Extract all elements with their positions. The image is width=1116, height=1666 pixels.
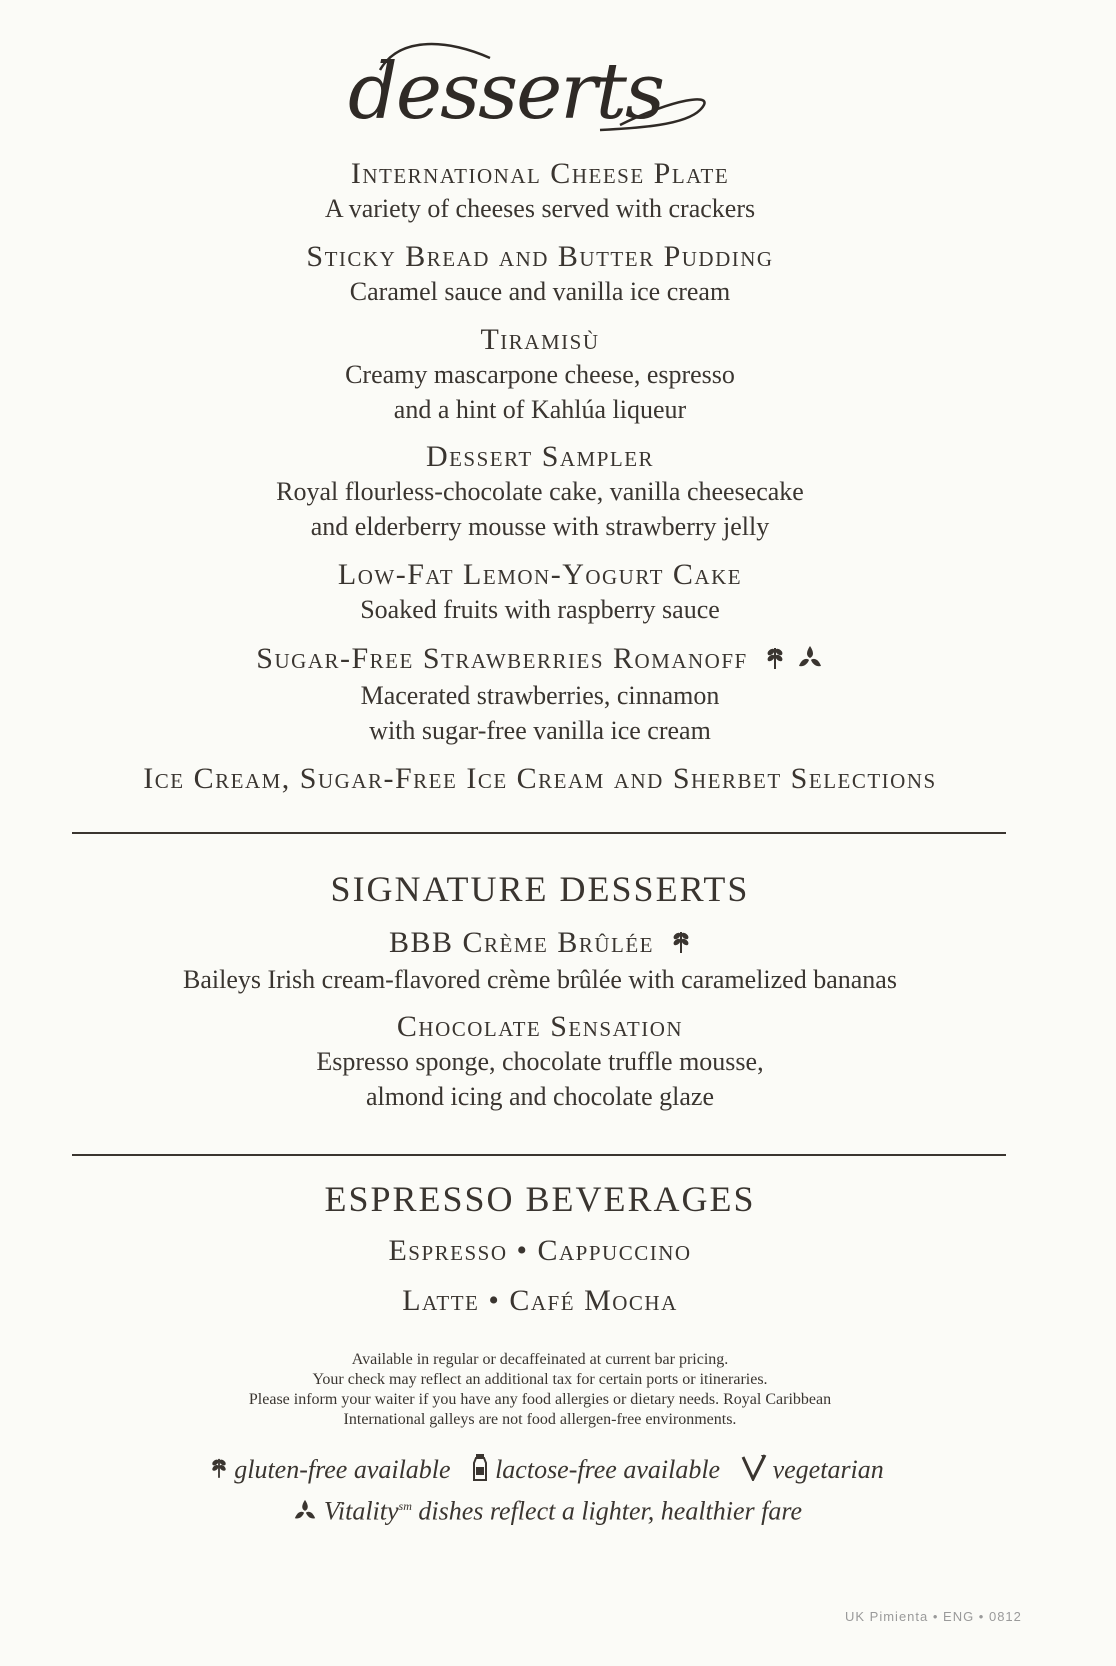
legend [0,1488,1080,1532]
notice-line: Available in regular or decaffeinated at current bar pricing. [351,1351,729,1368]
menu-item-lemon-cake [0,558,1080,627]
legend-vitality-word: Vitality [323,1496,399,1526]
beverage-list: Latte • Café Mocha [402,1284,678,1317]
title-text: desserts [348,47,663,137]
section-heading: SIGNATURE DESSERTS [330,869,750,909]
menu-item-pudding [0,240,1080,309]
item-description: almond icing and chocolate glaze [366,1082,714,1111]
notice-line: Your check may reflect an additional tax for certain ports or itineraries. [312,1371,768,1388]
item-description: Caramel sauce and vanilla ice cream [349,277,731,306]
espresso-line-1 [0,1234,1080,1268]
legend-vitality-text: dishes reflect a lighter, healthier fare [411,1496,803,1526]
wheat-icon [210,1454,228,1490]
beverage-list: Espresso • Cappuccino [388,1234,692,1267]
item-description: Espresso sponge, chocolate truffle mousse, [316,1047,764,1076]
legend-vegetarian-text: vegetarian [772,1455,884,1484]
notice [0,1350,1080,1430]
legend-vitality-sup: sm [398,1499,412,1513]
vitality-leaf-icon [292,1496,318,1532]
item-description: Creamy mascarpone cheese, espresso [345,360,735,389]
wheat-icon [671,928,691,962]
item-description: and a hint of Kahlúa liqueur [393,395,687,424]
section-divider [72,832,1006,834]
item-name: Chocolate Sensation [396,1010,684,1043]
item-description: Soaked fruits with raspberry sauce [360,595,720,624]
item-name: Ice Cream, Sugar-Free Ice Cream and Sherbet Selections [143,762,937,795]
item-name: Sugar-Free Strawberries Romanoff [256,642,748,675]
legend-lactose-text: lactose-free available [495,1455,721,1484]
menu-item-creme-brulee [0,926,1080,997]
item-name-row [0,642,1080,678]
legend [0,1452,1080,1491]
item-description: Macerated strawberries, cinnamon [360,681,720,711]
wheat-icon [765,644,785,678]
item-description: A variety of cheeses served with crackers [324,194,756,223]
legend-row-1 [0,1452,1080,1491]
title-script [340,30,780,150]
item-description: with sugar-free vanilla ice cream [369,716,711,746]
item-name: Tiramisù [480,323,600,356]
milk-bottle-icon [471,1453,489,1491]
legend-gluten-text: gluten-free available [234,1455,451,1484]
section-divider [72,1154,1006,1156]
menu-item-romanoff [0,642,1080,748]
item-name: Sticky Bread and Butter Pudding [306,240,774,273]
menu-title [340,30,780,150]
espresso-section [0,1178,1080,1220]
item-name-row [0,926,1080,962]
menu-item-ice-cream [0,762,1080,796]
item-name: Low-Fat Lemon-Yogurt Cake [337,558,743,591]
item-name: Dessert Sampler [425,440,655,473]
menu-item-chocolate-sensation [0,1010,1080,1114]
menu-item-sampler [0,440,1080,544]
notice-line: International galleys are not food allergen-free environments. [343,1411,737,1428]
legend-row-2 [0,1488,1080,1532]
item-description: Royal flourless-chocolate cake, vanilla cheesecake [276,477,804,506]
item-name: BBB Crème Brûlée [388,926,655,959]
vitality-leaf-icon [796,644,824,678]
signature-section [0,868,1080,910]
notice-line: Please inform your waiter if you have any food allergies or dietary needs. Royal Caribbean [248,1391,832,1408]
item-description: Baileys Irish cream-flavored crème brûlée with caramelized bananas [183,965,897,995]
item-name: International Cheese Plate [350,157,730,190]
item-description: and elderberry mousse with strawberry jelly [310,512,770,541]
menu-item-tiramisu [0,323,1080,427]
v-icon [741,1453,767,1491]
section-heading: ESPRESSO BEVERAGES [324,1179,756,1219]
espresso-line-2 [0,1284,1080,1318]
print-code: UK Pimienta • ENG • 0812 [845,1609,1022,1624]
menu-item-cheese-plate [0,157,1080,226]
